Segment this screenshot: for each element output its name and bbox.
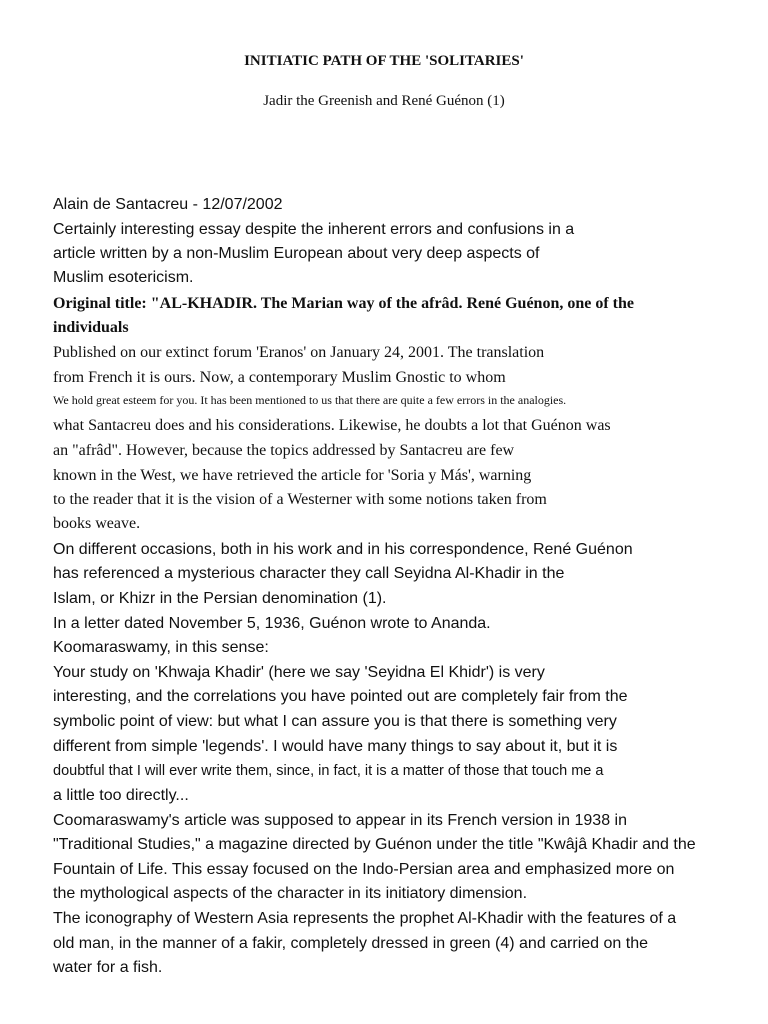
text-line: Islam, or Khizr in the Persian denomination (1).	[53, 590, 387, 607]
document-subtitle: Jadir the Greenish and René Guénon (1)	[263, 93, 505, 109]
text-line: an "afrâd". However, because the topics addressed by Santacreu are few	[53, 442, 515, 459]
text-line: from French it is ours. Now, a contemporary Muslim Gnostic to whom	[53, 369, 506, 386]
original-title-line: Original title: "AL-KHADIR. The Marian way of the afrâd. René Guénon, one of the	[53, 295, 634, 312]
text-line: Muslim esotericism.	[53, 269, 194, 286]
quote-line: different from simple 'legends'. I would have many things to say about it, but it is	[53, 738, 618, 755]
text-line: Published on our extinct forum 'Eranos' on January 24, 2001. The translation	[53, 344, 545, 361]
document-title: INITIATIC PATH OF THE 'SOLITARIES'	[244, 53, 524, 69]
text-line: The iconography of Western Asia represents the prophet Al-Khadir with the features of a	[53, 910, 677, 927]
text-line: "Traditional Studies," a magazine directed by Guénon under the title "Kwâjâ Khadir and the	[53, 836, 696, 853]
text-line: On different occasions, both in his work and in his correspondence, René Guénon	[53, 541, 633, 558]
quote-line: Your study on 'Khwaja Khadir' (here we say 'Seyidna El Khidr') is very	[53, 664, 545, 681]
text-line: to the reader that it is the vision of a Westerner with some notions taken from	[53, 491, 547, 508]
quote-line: interesting, and the correlations you have pointed out are completely fair from the	[53, 688, 628, 705]
text-line: In a letter dated November 5, 1936, Guénon wrote to Ananda.	[53, 615, 491, 632]
text-line: Koomaraswamy, in this sense:	[53, 639, 269, 656]
text-line: Fountain of Life. This essay focused on the Indo-Persian area and emphasized more on	[53, 861, 675, 878]
text-line: article written by a non-Muslim European about very deep aspects of	[53, 245, 540, 262]
author-date-line: Alain de Santacreu - 12/07/2002	[53, 196, 283, 213]
text-line: known in the West, we have retrieved the article for 'Soria y Más', warning	[53, 467, 532, 484]
text-line-small: We hold great esteem for you. It has been mentioned to us that there are quite a few errors in the analogies.	[53, 393, 567, 407]
quote-line: a little too directly...	[53, 787, 189, 804]
text-line: books weave.	[53, 515, 141, 532]
text-line: what Santacreu does and his considerations. Likewise, he doubts a lot that Guénon was	[53, 417, 611, 434]
quote-line: doubtful that I will ever write them, since, in fact, it is a matter of those that touch me a	[53, 763, 604, 779]
text-line: has referenced a mysterious character they call Seyidna Al-Khadir in the	[53, 565, 565, 582]
text-line: old man, in the manner of a fakir, completely dressed in green (4) and carried on the	[53, 935, 648, 952]
text-line: Certainly interesting essay despite the inherent errors and confusions in a	[53, 221, 575, 238]
text-line: water for a fish.	[53, 959, 163, 976]
text-line: Coomaraswamy's article was supposed to appear in its French version in 1938 in	[53, 812, 627, 829]
text-line: the mythological aspects of the character in its initiatory dimension.	[53, 885, 528, 902]
original-title-line: individuals	[53, 319, 129, 336]
quote-line: symbolic point of view: but what I can assure you is that there is something very	[53, 713, 617, 730]
